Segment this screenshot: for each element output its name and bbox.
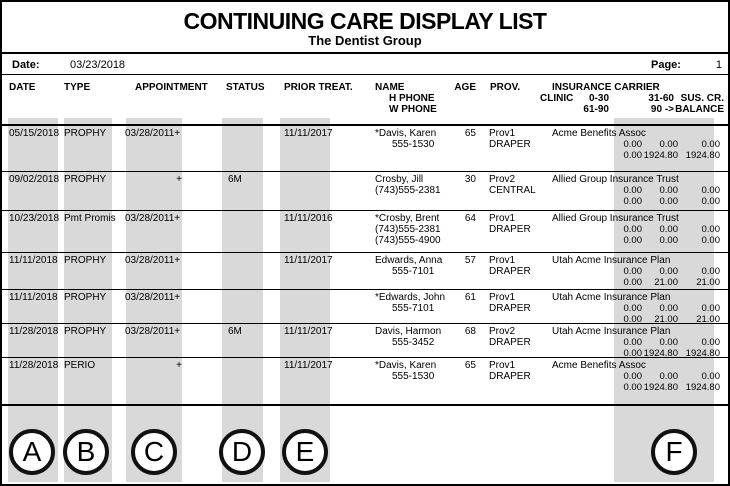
practice-name: The Dentist Group — [308, 33, 422, 48]
cell-appointment: + — [176, 360, 182, 371]
cell-age: 65 — [464, 360, 476, 371]
amount-61-90: 0.00 — [623, 348, 642, 359]
amount-0-30: 0.00 — [623, 266, 642, 277]
cell-aging-line1 — [562, 337, 720, 348]
amount-90-plus: 1924.80 — [643, 150, 678, 161]
amount-0-30: 0.00 — [623, 303, 642, 314]
amount-balance: 1924.80 — [685, 150, 720, 161]
callout-marker-a: A — [9, 429, 55, 475]
cell-prior-treat: 11/11/2017 — [284, 360, 333, 371]
cell-aging-line1 — [562, 266, 720, 277]
header-name: NAME — [375, 82, 405, 93]
phone-line: (743)555-2381 — [375, 224, 441, 235]
table-row — [2, 126, 728, 172]
amount-61-90: 0.00 — [623, 382, 642, 393]
phone-line: (743)555-2381 — [375, 185, 441, 196]
table-row — [2, 290, 728, 324]
phone-line: 555-1530 — [392, 139, 435, 150]
amount-0-30: 0.00 — [623, 371, 642, 382]
header-prov: PROV. — [490, 82, 521, 93]
cell-date: 11/28/2018 — [9, 360, 59, 371]
cell-provider — [489, 292, 531, 314]
clinic-id: CENTRAL — [489, 185, 536, 196]
header-h-phone: H PHONE — [389, 93, 435, 104]
amount-61-90: 0.00 — [623, 150, 642, 161]
page-label: Page: — [651, 59, 681, 71]
amount-balance: 0.00 — [701, 196, 720, 207]
amount-0-30: 0.00 — [623, 185, 642, 196]
cell-name — [375, 128, 436, 150]
header-aging-0-30: 0-30 — [588, 93, 609, 104]
table-row — [2, 211, 728, 253]
amount-0-30: 0.00 — [623, 224, 642, 235]
amount-31-60: 0.00 — [659, 139, 678, 150]
amount-sus-cr: 0.00 — [701, 337, 720, 348]
cell-aging-line2 — [562, 382, 720, 393]
provider-id: Prov2 — [489, 326, 516, 337]
amount-balance: 21.00 — [696, 314, 720, 325]
amount-31-60: 0.00 — [659, 303, 678, 314]
amount-31-60: 0.00 — [659, 337, 678, 348]
patient-name: *Crosby, Brent — [375, 213, 440, 224]
amount-sus-cr: 0.00 — [701, 266, 720, 277]
cell-prior-treat: 11/11/2017 — [284, 255, 333, 266]
provider-id: Prov2 — [489, 174, 516, 185]
cell-date: 11/11/2018 — [9, 255, 58, 266]
cell-name — [375, 213, 441, 246]
amount-61-90: 0.00 — [623, 196, 642, 207]
header-date: DATE — [9, 82, 36, 93]
header-age: AGE — [454, 82, 476, 93]
header-sus-cr: SUS. CR. — [680, 93, 724, 104]
cell-type: PROPHY — [64, 292, 107, 303]
cell-prior-treat: 11/11/2017 — [284, 128, 333, 139]
cell-provider — [489, 326, 531, 348]
cell-insurance-carrier: Acme Benefits Assoc — [552, 360, 646, 371]
cell-aging-line1 — [562, 224, 720, 235]
provider-id: Prov1 — [489, 255, 516, 266]
cell-type: PROPHY — [64, 255, 107, 266]
cell-provider — [489, 128, 531, 150]
cell-type: Pmt Promis — [64, 213, 116, 224]
cell-insurance-carrier: Utah Acme Insurance Plan — [552, 326, 671, 337]
date-label: Date: — [12, 59, 40, 71]
cell-age: 65 — [464, 128, 476, 139]
amount-31-60: 0.00 — [659, 371, 678, 382]
phone-line: (743)555-4900 — [375, 235, 441, 246]
callout-marker-b: B — [63, 429, 109, 475]
amount-90-plus: 1924.80 — [643, 348, 678, 359]
amount-sus-cr: 0.00 — [701, 139, 720, 150]
cell-appointment: 03/28/2011+ — [125, 213, 181, 224]
callout-marker-d: D — [219, 429, 265, 475]
cell-aging-line1 — [562, 185, 720, 196]
cell-type: PROPHY — [64, 128, 107, 139]
cell-age: 57 — [464, 255, 476, 266]
cell-provider — [489, 174, 536, 196]
cell-aging-line1 — [562, 139, 720, 150]
cell-insurance-carrier: Utah Acme Insurance Plan — [552, 255, 671, 266]
clinic-id: DRAPER — [489, 337, 531, 348]
header-clinic: CLINIC — [540, 93, 574, 104]
patient-name: *Davis, Karen — [375, 360, 437, 371]
callout-marker-c: C — [131, 429, 177, 475]
cell-provider — [489, 255, 531, 277]
cell-date: 11/11/2018 — [9, 292, 58, 303]
amount-61-90: 0.00 — [623, 235, 642, 246]
amount-31-60: 0.00 — [659, 224, 678, 235]
cell-name — [375, 326, 441, 348]
header-type: TYPE — [64, 82, 91, 93]
cell-aging-line1 — [562, 303, 720, 314]
amount-90-plus: 0.00 — [659, 196, 678, 207]
header-aging-31-60: 31-60 — [648, 93, 674, 104]
cell-prior-treat: 11/11/2016 — [284, 213, 333, 224]
patient-name: *Edwards, John — [375, 292, 446, 303]
cell-appointment: 03/28/2011+ — [125, 255, 181, 266]
provider-id: Prov1 — [489, 292, 516, 303]
cell-appointment: 03/28/2011+ — [125, 292, 181, 303]
amount-balance: 21.00 — [696, 277, 720, 288]
amount-balance: 0.00 — [701, 235, 720, 246]
amount-31-60: 0.00 — [659, 185, 678, 196]
cell-date: 10/23/2018 — [9, 213, 60, 224]
patient-name: Davis, Harmon — [375, 326, 442, 337]
cell-insurance-carrier: Allied Group Insurance Trust — [552, 174, 679, 185]
table-row — [2, 324, 728, 358]
cell-provider — [489, 213, 531, 235]
amount-61-90: 0.00 — [623, 314, 642, 325]
cell-date: 09/02/2018 — [9, 174, 60, 185]
cell-aging-line2 — [562, 196, 720, 207]
amount-90-plus: 21.00 — [654, 314, 678, 325]
divider-under-date — [2, 74, 728, 75]
cell-aging-line2 — [562, 277, 720, 288]
amount-90-plus: 0.00 — [659, 235, 678, 246]
cell-name — [375, 255, 442, 277]
cell-aging-line2 — [562, 150, 720, 161]
cell-type: PROPHY — [64, 174, 107, 185]
cell-status: 6M — [228, 174, 242, 185]
header-prior-treat: PRIOR TREAT. — [284, 82, 353, 93]
table-row — [2, 358, 728, 406]
cell-type: PERIO — [64, 360, 96, 371]
cell-name — [375, 174, 441, 196]
cell-insurance-carrier: Utah Acme Insurance Plan — [552, 292, 671, 303]
provider-id: Prov1 — [489, 128, 516, 139]
amount-31-60: 0.00 — [659, 266, 678, 277]
callout-marker-f: F — [651, 429, 697, 475]
page-number: 1 — [715, 59, 722, 71]
header-insurance-carrier: INSURANCE CARRIER — [552, 82, 660, 93]
header-balance: BALANCE — [675, 104, 724, 115]
amount-sus-cr: 0.00 — [701, 371, 720, 382]
amount-balance: 1924.80 — [685, 382, 720, 393]
provider-id: Prov1 — [489, 213, 516, 224]
phone-line: 555-7101 — [392, 266, 435, 277]
patient-name: Crosby, Jill — [375, 174, 424, 185]
cell-age: 68 — [464, 326, 476, 337]
header-aging-90-plus: 90 -> — [650, 104, 674, 115]
phone-line: 555-3452 — [392, 337, 435, 348]
cell-aging-line1 — [562, 371, 720, 382]
divider-top — [2, 52, 728, 54]
amount-90-plus: 21.00 — [654, 277, 678, 288]
patient-name: Edwards, Anna — [375, 255, 443, 266]
cell-name — [375, 360, 436, 382]
cell-age: 30 — [464, 174, 476, 185]
amount-90-plus: 1924.80 — [643, 382, 678, 393]
cell-aging-line2 — [562, 235, 720, 246]
cell-age: 64 — [464, 213, 476, 224]
amount-sus-cr: 0.00 — [701, 303, 720, 314]
page-title: CONTINUING CARE DISPLAY LIST — [183, 8, 547, 34]
cell-provider — [489, 360, 531, 382]
cell-type: PROPHY — [64, 326, 107, 337]
cell-date: 05/15/2018 — [9, 128, 60, 139]
clinic-id: DRAPER — [489, 371, 531, 382]
cell-date: 11/28/2018 — [9, 326, 59, 337]
amount-balance: 1924.80 — [685, 348, 720, 359]
cell-appointment: 03/28/2011+ — [125, 326, 181, 337]
cell-insurance-carrier: Allied Group Insurance Trust — [552, 213, 679, 224]
header-w-phone: W PHONE — [389, 104, 437, 115]
continuing-care-table — [2, 124, 728, 406]
cell-prior-treat: 11/11/2017 — [284, 326, 333, 337]
cell-insurance-carrier: Acme Benefits Assoc — [552, 128, 646, 139]
amount-61-90: 0.00 — [623, 277, 642, 288]
header-appointment: APPOINTMENT — [135, 82, 208, 93]
table-row — [2, 172, 728, 211]
header-status: STATUS — [226, 82, 265, 93]
provider-id: Prov1 — [489, 360, 516, 371]
date-value: 03/23/2018 — [70, 59, 126, 71]
clinic-id: DRAPER — [489, 139, 531, 150]
phone-line: 555-7101 — [392, 303, 435, 314]
header-aging-61-90: 61-90 — [583, 104, 609, 115]
phone-line: 555-1530 — [392, 371, 435, 382]
amount-0-30: 0.00 — [623, 337, 642, 348]
amount-sus-cr: 0.00 — [701, 224, 720, 235]
table-row — [2, 253, 728, 290]
cell-appointment: 03/28/2011+ — [125, 128, 181, 139]
patient-name: *Davis, Karen — [375, 128, 437, 139]
clinic-id: DRAPER — [489, 224, 531, 235]
cell-age: 61 — [464, 292, 476, 303]
amount-0-30: 0.00 — [623, 139, 642, 150]
clinic-id: DRAPER — [489, 266, 531, 277]
cell-appointment: + — [176, 174, 182, 185]
cell-status: 6M — [228, 326, 242, 337]
callout-marker-e: E — [282, 429, 328, 475]
amount-sus-cr: 0.00 — [701, 185, 720, 196]
cell-name — [375, 292, 445, 314]
clinic-id: DRAPER — [489, 303, 531, 314]
